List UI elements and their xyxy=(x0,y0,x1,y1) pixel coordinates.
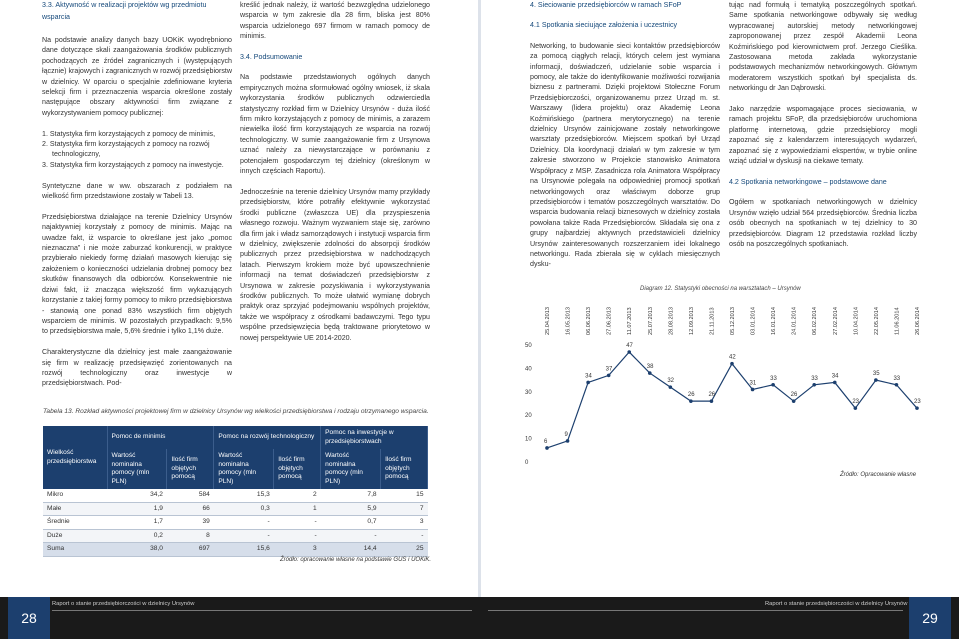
table-cell: 3 xyxy=(274,543,321,557)
table-cell: 584 xyxy=(167,489,214,502)
data-label: 33 xyxy=(770,375,777,382)
data-point xyxy=(915,406,919,410)
table-cell: - xyxy=(214,529,274,543)
table-source: Źródło: opracowanie własne na podstawie GUS i UOKiK. xyxy=(280,557,432,563)
table-row xyxy=(43,502,428,516)
page-number-left: 28 xyxy=(8,597,50,639)
data-label: 33 xyxy=(811,375,818,382)
header-investment: Pomoc na inwestycje w przedsiębiorstwach xyxy=(321,426,428,449)
x-tick-label: 21.11.2013 xyxy=(709,307,716,335)
subsection-heading-4-1: 4.1 Spotkania sieciujące założenia i uczestnicy xyxy=(530,21,678,30)
x-tick-label: 11.07.2013 xyxy=(627,307,634,335)
paragraph: tując nad formułą i tematyką poszczególnych spotkań. Same spotkania networkingowe odbywały się według wypracowanej autorskiej metody networkingowej zaproponowanej przez zespół Akademii Leona Koźmińskiego pod kierownictwem prof. Jerzego Cieślika. Zastosowana metoda zakłada wykorzystanie podstawowych mechanizmów networkingowych. Głównym moderatorem wszystkich spotkań był specjalista ds. networkingu dr Jan Dąbrowski. xyxy=(729,1,917,93)
data-point xyxy=(689,399,693,403)
paragraph: Ogółem w spotkaniach networkingowych w dzielnicy Ursynów wzięło udział 564 przedsiębiorców. Średnia liczba osób obecnych na spotkaniach w tej dzielnicy to 30 przedsiębiorców. Diagram 12 przedstawia rozkład liczby osób na poszczególnych spotkaniach. xyxy=(729,198,917,248)
data-point xyxy=(895,383,899,387)
x-tick-label: 25.04.2013 xyxy=(545,307,551,335)
y-tick-label: 0 xyxy=(525,460,529,466)
data-point xyxy=(854,406,858,410)
list-item: 1. Statystyka firm korzystających z pomocy de minimis, xyxy=(42,129,216,138)
x-tick-label: 26.06.2014 xyxy=(915,307,921,335)
data-label: 26 xyxy=(708,392,716,399)
table-row xyxy=(43,516,428,530)
table-cell: 38,0 xyxy=(107,543,167,557)
x-tick-label: 03.01.2014 xyxy=(750,307,757,335)
page-number-right: 29 xyxy=(909,597,951,639)
data-point xyxy=(771,383,775,387)
table-cell: 15,6 xyxy=(214,543,274,557)
left-column-2 xyxy=(240,0,430,353)
table-cell: 1,9 xyxy=(107,502,167,516)
paragraph: Charakterystyczne dla dzielnicy jest małe zaangażowanie się firm w realizację przedsięwzięć zorientowanych na rozwój technologiczny oraz inwestycje w przedsiębiorstwach. Pod- xyxy=(42,348,232,388)
chart-caption: Diagram 12. Statystyki obecności na warsztatach – Ursynów xyxy=(640,286,801,292)
paragraph: Na podstawie analizy danych bazy UOKiK wyodrębniono dane dotyczące skali zaangażowania środków publicznych pochodzących ze źródeł zagranicznych i (występujących łącznie) krajowych i zagranicznych w rozwój przedsiębiorstw w dzielnicy. W oparciu o specjalnie zdefiniowane kryteria selekcji firm i przeznaczenia wsparcia określone zostały następujące obszary aktywności firm związane z wykorzystywaniem pomocy publicznej: xyxy=(42,36,232,117)
table-cell: - xyxy=(214,516,274,530)
y-tick-label: 10 xyxy=(525,436,532,443)
table-cell: 697 xyxy=(167,543,214,557)
table-caption: Tabela 13. Rozkład aktywności projektowej firm w dzielnicy Ursynów wg wielkości przedsiębiorstwa i rodzaju otrzymanego wsparcia. xyxy=(43,408,429,415)
table-cell: 0,7 xyxy=(321,516,381,530)
data-point xyxy=(730,362,734,366)
x-tick-label: 28.08.2013 xyxy=(668,307,675,335)
data-point xyxy=(812,383,816,387)
table-row-sum xyxy=(43,543,428,557)
table-cell: 25 xyxy=(381,543,428,557)
list-item: 3. Statystyka firm korzystających z pomocy na inwestycje. xyxy=(42,160,224,169)
data-point xyxy=(710,399,714,403)
footer-rule-left xyxy=(52,610,472,611)
table-cell: 7,8 xyxy=(321,489,381,502)
data-label: 34 xyxy=(585,373,592,380)
table-cell: 15 xyxy=(381,489,428,502)
table-row xyxy=(43,529,428,543)
section-heading-4: 4. Sieciowanie przedsiębiorców w ramach SFoP xyxy=(530,1,682,9)
right-column-2 xyxy=(729,0,917,260)
header-count: Ilość firm objętych pomocą xyxy=(274,449,321,489)
table-cell: 3 xyxy=(381,516,428,530)
table-cell: 34,2 xyxy=(107,489,167,502)
data-point xyxy=(545,446,549,450)
x-tick-label: 05.12.2013 xyxy=(730,307,736,335)
table-cell: 1,7 xyxy=(107,516,167,530)
data-label: 33 xyxy=(893,375,901,382)
table-cell: 1 xyxy=(274,502,321,516)
x-tick-label: 16.01.2014 xyxy=(771,307,778,335)
table-cell: Suma xyxy=(43,543,107,557)
header-count: Ilość firm objętych pomocą xyxy=(381,449,428,489)
data-label: 37 xyxy=(605,366,613,373)
data-label: 23 xyxy=(852,399,860,406)
x-tick-label: 27.02.2014 xyxy=(832,307,839,335)
data-label: 35 xyxy=(872,371,880,378)
data-point xyxy=(751,388,755,392)
data-point xyxy=(627,350,631,354)
left-page xyxy=(0,0,478,639)
x-tick-label: 06.02.2014 xyxy=(812,307,819,335)
x-tick-label: 22.05.2014 xyxy=(873,307,880,335)
footer-rule-right xyxy=(488,610,903,611)
table-cell: - xyxy=(274,516,321,530)
x-tick-label: 12.09.2013 xyxy=(688,307,695,335)
attendance-line-chart xyxy=(525,290,925,485)
table-cell: 2 xyxy=(274,489,321,502)
data-label: 42 xyxy=(729,354,736,361)
table-cell: 15,3 xyxy=(214,489,274,502)
data-label: 26 xyxy=(790,392,798,399)
subsection-heading-4-2: 4.2 Spotkania networkingowe – podstawowe dane xyxy=(729,177,887,186)
table-cell: - xyxy=(381,529,428,543)
data-point xyxy=(607,374,611,378)
table-row xyxy=(43,489,428,502)
y-tick-label: 30 xyxy=(525,389,532,396)
paragraph: Na podstawie przedstawionych ogólnych danych empirycznych można sformułować ogólny wniosek, iż skala wykorzystania środków publicznych odzwierciedla statystyczny rozkład firm w Dzielnicy Ursynów - duża ilość firm mikro korzystających z pomocy de minimis, a zarazem niewielka ilość firm korzystających ze wsparcia na rozwój technologiczny. W sumie zaangażowanie firm z Ursynowa uznać należy za niewystarczające w porównaniu z potencjałem gospodarczym tej dzielnicy (określonym w innych częściach Raportu). xyxy=(240,73,430,176)
paragraph: Jako narzędzie wspomagające proces sieciowania, w ramach projektu SFoP, dla przedsiębiorców uruchomiona platformę internetową, gdzie przedsiębiorcy mogli zapoznać się z kalendarzem interesujących wydarzeń, zapoznać się z wypowiedziami ekspertów, w trybie online wziąć udział w dyskusji na ciekawe tematy. xyxy=(729,105,917,166)
paragraph: Przedsiębiorstwa działające na terenie Dzielnicy Ursynów najaktywniej korzystały z pomocy de minimis. Mając na uwadze fakt, iż wsparcie to określane jest jako „pomoc nieznaczna” i nie może zaburzać konkurencji, w praktyce przybierało niekiedy formę działań masowych kierując się założeniem o konieczności udzielania drobnej pomocy bez skutków finansowych dla odbiorców. Konsekwentnie nie dziwi fakt, iż znacząca większość firm wykazujących korzystanie z takiej formy pomocy to mikro przedsiębiorstwa - stanowią one ponad 83% wszystkich firm objętych wsparciem de minimis. W pozostałych przypadkach: 9,5% to przedsiębiorstwa małe, 5,6% średnie i tylko 1,1% duże. xyxy=(42,212,232,336)
table-cell: Duże xyxy=(43,529,107,543)
table-cell: Średnie xyxy=(43,516,107,530)
x-tick-label: 06.06.2013 xyxy=(586,307,593,335)
data-point xyxy=(669,385,673,389)
data-point xyxy=(566,439,570,443)
footer-text-right: Raport o stanie przedsiębiorczości w dzielnicy Ursynów xyxy=(765,601,908,607)
table-13 xyxy=(43,426,428,557)
header-count: Ilość firm objętych pomocą xyxy=(167,449,214,489)
data-label: 32 xyxy=(667,378,675,385)
data-point xyxy=(833,381,837,385)
list-item: 2. Statystyka firm korzystających z pomocy na rozwój technologiczny, xyxy=(42,140,210,159)
table-cell: 5,9 xyxy=(321,502,381,516)
table-cell: Małe xyxy=(43,502,107,516)
paragraph: Syntetyczne dane w ww. obszarach z podziałem na wielkość firm przedstawione zostały w Tabeli 13. xyxy=(42,181,232,201)
data-label: 23 xyxy=(914,399,921,406)
y-tick-label: 20 xyxy=(525,413,532,420)
table-cell: - xyxy=(321,529,381,543)
left-column-1 xyxy=(42,0,232,399)
x-tick-label: 10.04.2014 xyxy=(853,307,860,335)
x-tick-label: 27.06.2013 xyxy=(606,307,613,335)
paragraph: Networking, to budowanie sieci kontaktów przedsiębiorców za pomocą ciągłych relacji, których celem jest wymiana informacji, doświadczeń, udzielanie sobie wsparcia i pomocy, ale także do identyfikowanie możliwości rozwijania biznesu z partnerami. Dzięki projektowi Stołeczne Forum Przedsiębiorczości, organizowanemu przez Urząd m. st. Warszawy (lidera projektu) oraz Akademię Leona Koźmińskiego (partnera merytorycznego) na terenie dzielnicy Ursynów zainicjowane zostały networkingowe warsztaty przedsiębiorców. Miejscem spotkań był Urząd Dzielnicy. Dla koordynacji działań w tym zakresie w tym zakresie stworzono w Projekcie stanowisko Animatora Współpracy z MSP. Zasadnicza rola Animatora Współpracy na Ursynowie polegała na odpowiedniej promocji spotkań networkingowych oraz właściwym doborze grup przedsiębiorców i tematów poszczególnych warsztatów. Do wsparcia budowania relacji biznesowych w dzielnicy została powołana także Rada Przedsiębiorców. Składała się ona z grupy najbardziej aktywnych przedstawicieli dzielnicy Ursynów zainteresowanych rozszerzaniem idei lokalnego networkingu. Rada zbierała się w cyklach miesięcznych dysku- xyxy=(530,41,720,269)
header-value: Wartość nominalna pomocy (mln PLN) xyxy=(321,449,381,489)
table-cell: 0,3 xyxy=(214,502,274,516)
header-tech: Pomoc na rozwój technologiczny xyxy=(214,426,321,449)
x-tick-label: 16.05.2013 xyxy=(565,307,572,335)
right-column-1 xyxy=(530,0,720,280)
chart-source: Źródło: Opracowanie własne xyxy=(840,472,917,478)
section-heading-3-4: 3.4. Podsumowanie xyxy=(240,53,303,62)
data-label: 47 xyxy=(626,343,633,350)
table-cell: 7 xyxy=(381,502,428,516)
paragraph: Jednocześnie na terenie dzielnicy Ursynów mamy przykłady przedsiębiorstw, które potrafiły efektywnie wykorzystać środki publiczne (zwłaszcza UE) dla przyspieszenia własnego rozwoju. Ważnym wyzwaniem staje się, zarówno dla firm jak i władz samorządowych i instytucji wsparcia firm w dzielnicy, zwiększenie zdolności do absorpcji środków publicznych przez przedsiębiorstwa w nadchodzących latach. Pierwszym krokiem może być upowszechnienie informacji na temat doświadczeń przedsiębiorstw z Ursynowa w zakresie pozyskiwania i wykorzystywania środków publicznych. To może ułatwić wymianę dobrych praktyk oraz sprzyjać podejmowaniu wspólnych projektów, także we współpracy z ośrodkami badawczymi. Tego typu wspólne przedsięwzięcia będą traktowane priorytetowo w nowej perspektywie UE 2014-2020. xyxy=(240,187,430,342)
data-label: 31 xyxy=(749,380,757,387)
data-point xyxy=(792,399,796,403)
table-cell: 0,2 xyxy=(107,529,167,543)
x-tick-label: 24.01.2014 xyxy=(791,307,798,335)
data-label: 9 xyxy=(564,431,568,438)
header-size: Wielkość przedsiębiorstwa xyxy=(43,426,107,489)
table-cell: 8 xyxy=(167,529,214,543)
table-cell: Mikro xyxy=(43,489,107,502)
header-deminimis: Pomoc de minimis xyxy=(107,426,214,449)
series-line xyxy=(547,352,917,448)
data-label: 38 xyxy=(646,364,654,371)
data-label: 26 xyxy=(687,392,695,399)
data-label: 6 xyxy=(544,438,548,445)
header-value: Wartość nominalna pomocy (mln PLN) xyxy=(107,449,167,489)
y-tick-label: 40 xyxy=(525,366,532,373)
header-value: Wartość nominalna pomocy (mln PLN) xyxy=(214,449,274,489)
y-tick-label: 50 xyxy=(525,343,532,349)
data-point xyxy=(874,378,878,382)
table-cell: 39 xyxy=(167,516,214,530)
paragraph: kreślić jednak należy, iż wartość bezwzględna udzielonego wsparcia w tym zakresie dla 28 firm, bliska jest 80% wsparcia udzielonego 697 firmom w ramach pomocy de minimis. xyxy=(240,1,430,41)
data-label: 34 xyxy=(831,373,839,380)
table-cell: - xyxy=(274,529,321,543)
table-cell: 66 xyxy=(167,502,214,516)
footer-text-left: Raport o stanie przedsiębiorczości w dzielnicy Ursynów xyxy=(52,601,195,607)
x-tick-label: 25.07.2013 xyxy=(647,307,654,335)
table-cell: 14,4 xyxy=(321,543,381,557)
area-list xyxy=(42,129,232,171)
x-tick-label: 11.06.2014 xyxy=(894,307,901,335)
data-point xyxy=(648,371,652,375)
data-point xyxy=(586,381,590,385)
section-heading-3-3: 3.3. Aktywność w realizacji projektów wg przedmiotu wsparcia xyxy=(42,1,207,21)
